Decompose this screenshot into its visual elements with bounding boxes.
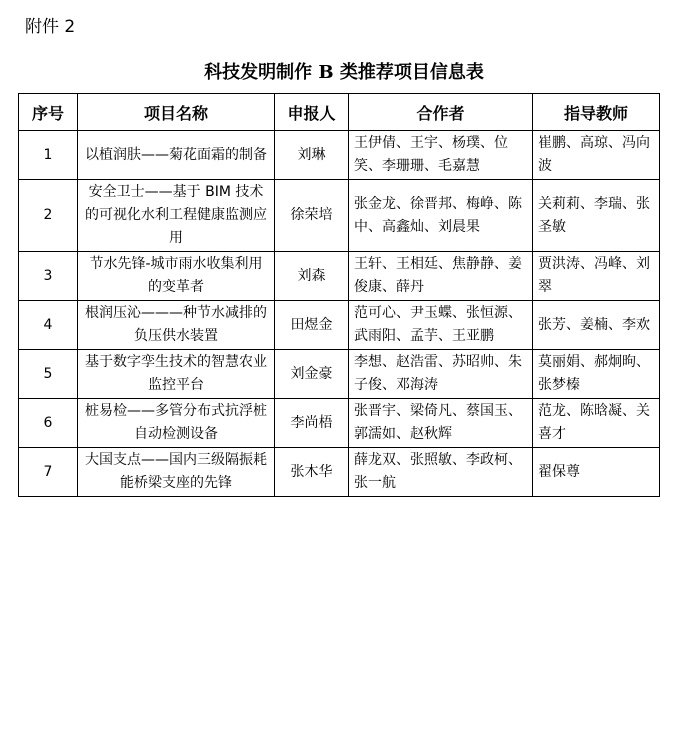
table-row [19, 399, 660, 448]
cell-advisors: 关莉莉、李瑞、张圣敏 [533, 180, 660, 252]
cell-collaborators: 李想、赵浩雷、苏昭帅、朱子俊、邓海涛 [349, 350, 533, 399]
page-title: 科技发明制作 B 类推荐项目信息表 [204, 62, 484, 83]
cell-project-name: 基于数字孪生技术的智慧农业监控平台 [78, 350, 275, 399]
cell-index: 3 [19, 252, 78, 301]
cell-advisors: 翟保尊 [533, 448, 660, 497]
table-row [19, 252, 660, 301]
header-applicant: 申报人 [275, 94, 349, 131]
cell-project-name: 大国支点——国内三级隔振耗能桥梁支座的先锋 [78, 448, 275, 497]
cell-project-name: 节水先锋-城市雨水收集利用的变革者 [78, 252, 275, 301]
cell-index: 1 [19, 131, 78, 180]
cell-applicant: 徐荣培 [275, 180, 349, 252]
cell-applicant: 刘金豪 [275, 350, 349, 399]
cell-index: 7 [19, 448, 78, 497]
cell-project-name: 以植润肤——菊花面霜的制备 [78, 131, 275, 180]
table-row [19, 301, 660, 350]
cell-project-name: 根润压沁———种节水减排的负压供水装置 [78, 301, 275, 350]
table-row [19, 448, 660, 497]
cell-applicant: 刘森 [275, 252, 349, 301]
table-header-row [19, 94, 660, 131]
cell-advisors: 崔鹏、高琼、冯向波 [533, 131, 660, 180]
cell-collaborators: 王轩、王相廷、焦静静、姜俊康、薛丹 [349, 252, 533, 301]
cell-index: 4 [19, 301, 78, 350]
header-advisors: 指导教师 [533, 94, 660, 131]
table-row [19, 350, 660, 399]
header-collaborators: 合作者 [349, 94, 533, 131]
header-project-name: 项目名称 [78, 94, 275, 131]
cell-advisors: 张芳、姜楠、李欢 [533, 301, 660, 350]
cell-applicant: 张木华 [275, 448, 349, 497]
table-row [19, 131, 660, 180]
cell-applicant: 李尚梧 [275, 399, 349, 448]
attachment-label: 附件 2 [25, 17, 76, 37]
cell-collaborators: 王伊倩、王宇、杨璞、位笑、李珊珊、毛嘉慧 [349, 131, 533, 180]
cell-index: 5 [19, 350, 78, 399]
cell-index: 2 [19, 180, 78, 252]
cell-advisors: 莫丽娟、郝炯昫、张梦榛 [533, 350, 660, 399]
cell-project-name: 桩易检——多管分布式抗浮桩自动检测设备 [78, 399, 275, 448]
table-row [19, 180, 660, 252]
cell-collaborators: 范可心、尹玉蝶、张恒源、武雨阳、孟芋、王亚鹏 [349, 301, 533, 350]
cell-collaborators: 薛龙双、张照敏、李政柯、张一航 [349, 448, 533, 497]
cell-collaborators: 张金龙、徐晋邦、梅峥、陈中、高鑫灿、刘晨果 [349, 180, 533, 252]
header-index: 序号 [19, 94, 78, 131]
cell-project-name: 安全卫士——基于 BIM 技术的可视化水利工程健康监测应用 [78, 180, 275, 252]
cell-advisors: 贾洪涛、冯峰、刘翠 [533, 252, 660, 301]
cell-applicant: 刘琳 [275, 131, 349, 180]
cell-index: 6 [19, 399, 78, 448]
cell-collaborators: 张晋宇、梁倚凡、蔡国玉、郭濡如、赵秋辉 [349, 399, 533, 448]
cell-applicant: 田煜金 [275, 301, 349, 350]
recommended-projects-table [18, 93, 660, 497]
cell-advisors: 范龙、陈晗凝、关喜才 [533, 399, 660, 448]
